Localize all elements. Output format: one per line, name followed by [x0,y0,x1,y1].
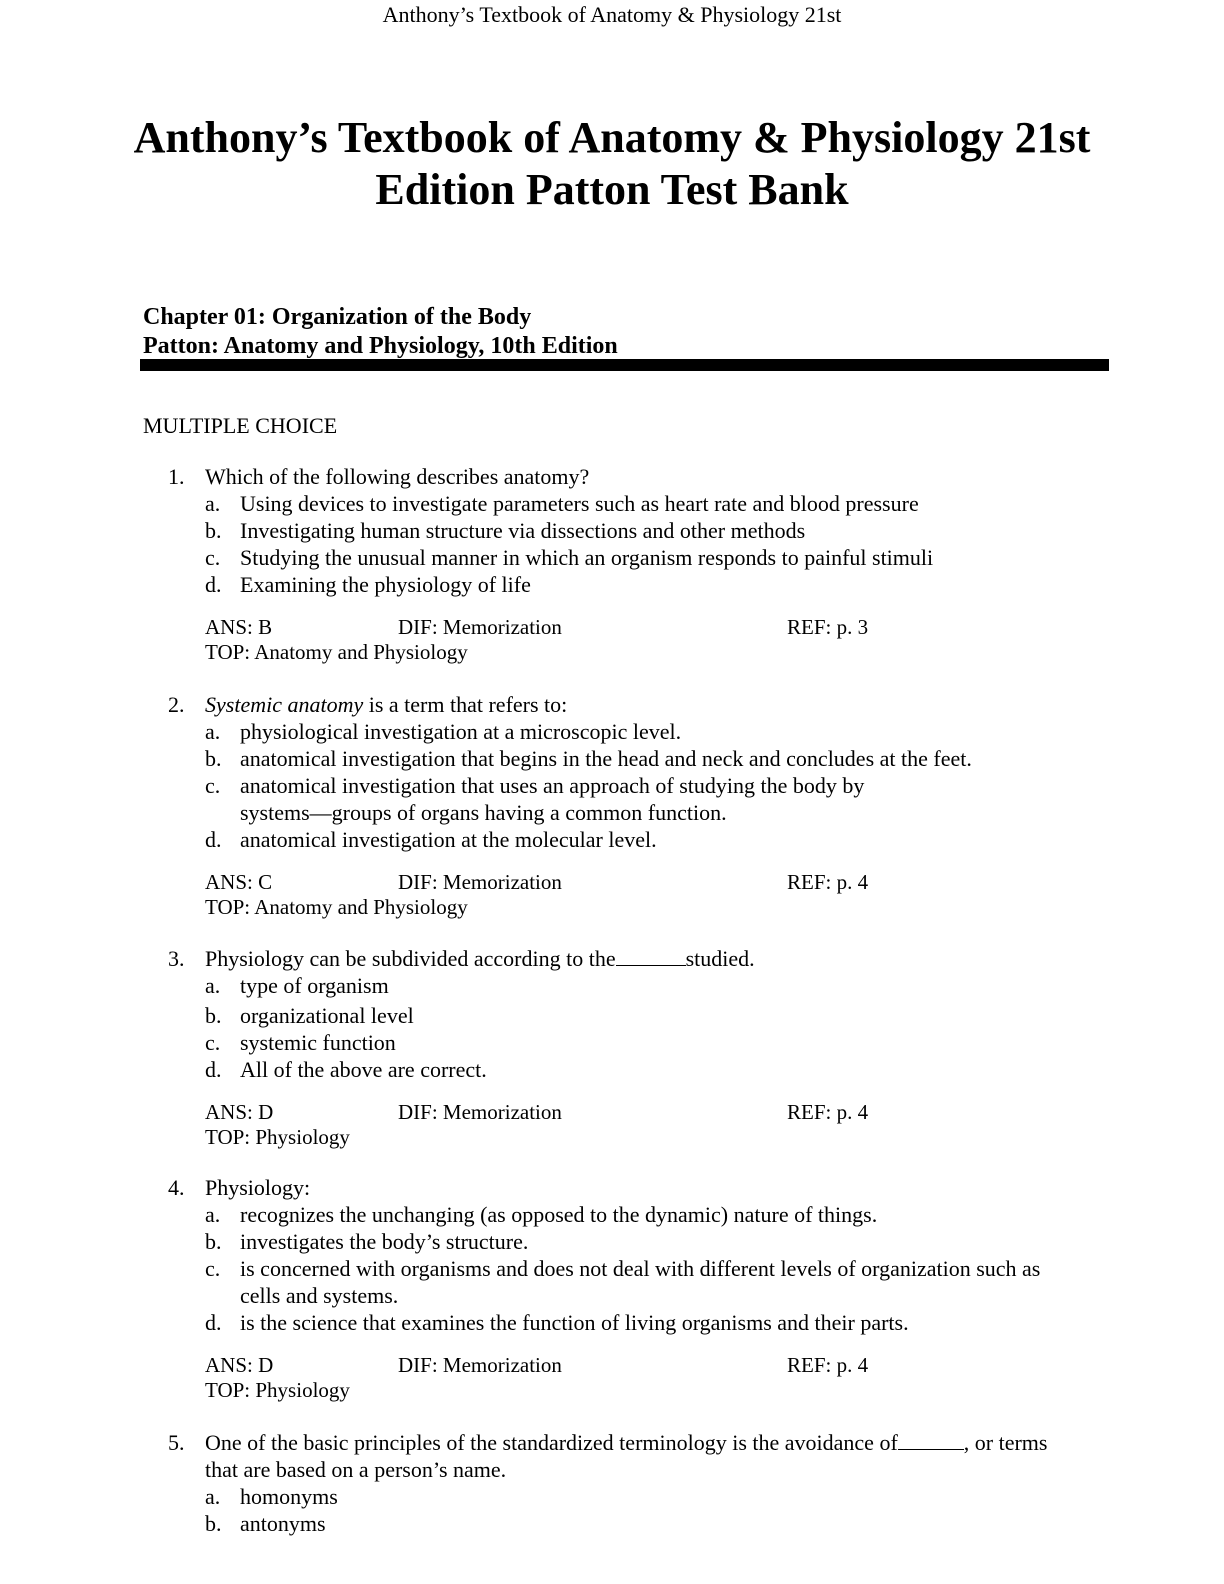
question-text: Which of the following describes anatomy? [205,464,590,489]
topic: TOP: Anatomy and Physiology [205,640,468,664]
option-letter: c. [205,1030,221,1055]
answer-key: ANS: C [205,870,273,894]
option-text: Using devices to investigate parameters such as heart rate and blood pressure [240,491,919,516]
option-letter: c. [205,1256,221,1281]
option-letter: b. [205,1003,222,1028]
topic: TOP: Physiology [205,1378,350,1402]
option-letter: a. [205,1484,221,1509]
answer-metadata [168,1100,1048,1150]
question-stem [168,691,1048,718]
fill-in-blank [898,1431,964,1450]
option-text: antonyms [240,1511,326,1536]
page-reference: REF: p. 4 [787,870,869,894]
document-title [0,112,1224,216]
chapter-heading [143,303,1109,361]
option-text: Examining the physiology of life [240,572,531,597]
question-4 [168,1174,1048,1403]
answer-option [168,826,1048,853]
question-3 [168,945,1048,1150]
topic: TOP: Anatomy and Physiology [205,895,468,919]
difficulty: DIF: Memorization [398,615,562,639]
chapter-divider [140,359,1109,371]
question-stem [168,1174,1048,1201]
answer-options [168,1201,1048,1336]
option-letter: d. [205,1310,222,1335]
option-letter: d. [205,1057,222,1082]
option-text: is concerned with organisms and does not deal with different levels of organization such as cells and systems. [240,1256,1041,1308]
option-letter: d. [205,572,222,597]
answer-metadata [168,870,1048,920]
answer-options [168,1483,1048,1537]
answer-option [168,1029,1048,1056]
option-text: is the science that examines the function of living organisms and their parts. [240,1310,909,1335]
document-title-line-1: Anthony’s Textbook of Anatomy & Physiology 21st [133,113,1091,162]
question-5 [168,1429,1048,1537]
answer-option [168,1255,1048,1309]
running-header: Anthony’s Textbook of Anatomy & Physiology 21st [382,2,842,27]
question-number: 1. [168,464,185,489]
answer-option [168,571,1048,598]
section-heading: MULTIPLE CHOICE [143,413,338,438]
difficulty: DIF: Memorization [398,870,562,894]
answer-option [168,1309,1048,1336]
question-text: Systemic anatomy is a term that refers to: [205,692,568,717]
question-number: 4. [168,1175,185,1200]
option-letter: c. [205,545,221,570]
chapter-title: Chapter 01: Organization of the Body [143,304,532,330]
option-letter: b. [205,1511,222,1536]
document-title-line-2: Edition Patton Test Bank [375,165,849,214]
answer-options [168,718,1048,853]
answer-key: ANS: B [205,615,273,639]
option-letter: a. [205,491,221,516]
option-text: anatomical investigation at the molecular level. [240,827,657,852]
difficulty: DIF: Memorization [398,1100,562,1124]
answer-metadata [168,1353,1048,1403]
topic: TOP: Physiology [205,1125,350,1149]
answer-option [168,517,1048,544]
question-text: One of the basic principles of the standardized terminology is the avoidance of , or terms that are based on a person’s name. [205,1430,1048,1482]
answer-option [168,772,1048,826]
option-text: systemic function [240,1030,396,1055]
option-text: anatomical investigation that uses an approach of studying the body by systems—groups of organs having a common function. [240,773,865,825]
answer-option [168,544,1048,571]
option-text: All of the above are correct. [240,1057,487,1082]
option-text: anatomical investigation that begins in the head and neck and concludes at the feet. [240,746,972,771]
answer-option [168,972,1048,999]
answer-option [168,1228,1048,1255]
question-text: Physiology: [205,1175,311,1200]
question-term: Systemic anatomy [205,692,364,717]
answer-option [168,1002,1048,1029]
question-2 [168,691,1048,920]
option-letter: a. [205,1202,221,1227]
option-letter: b. [205,746,222,771]
page-reference: REF: p. 3 [787,615,869,639]
option-letter: c. [205,773,221,798]
option-text: organizational level [240,1003,414,1028]
option-letter: b. [205,1229,222,1254]
option-letter: a. [205,973,221,998]
answer-option [168,1201,1048,1228]
page-reference: REF: p. 4 [787,1100,869,1124]
answer-key: ANS: D [205,1100,274,1124]
option-text: physiological investigation at a microscopic level. [240,719,682,744]
answer-option [168,745,1048,772]
page-reference: REF: p. 4 [787,1353,869,1377]
question-1 [168,463,1048,665]
answer-option [168,718,1048,745]
answer-option [168,1510,1048,1537]
difficulty: DIF: Memorization [398,1353,562,1377]
question-number: 2. [168,692,185,717]
option-text: Investigating human structure via dissections and other methods [240,518,806,543]
answer-options [168,972,1048,1083]
option-text: type of organism [240,973,389,998]
answer-options [168,490,1048,598]
answer-option [168,490,1048,517]
option-text: Studying the unusual manner in which an organism responds to painful stimuli [240,545,934,570]
fill-in-blank [616,947,686,966]
answer-option [168,1056,1048,1083]
question-stem [168,463,1048,490]
question-stem [168,945,1048,972]
option-letter: d. [205,827,222,852]
option-letter: b. [205,518,222,543]
option-text: investigates the body’s structure. [240,1229,529,1254]
question-number: 5. [168,1430,185,1455]
option-text: homonyms [240,1484,338,1509]
question-number: 3. [168,946,185,971]
chapter-source: Patton: Anatomy and Physiology, 10th Edition [143,333,618,359]
option-text: recognizes the unchanging (as opposed to the dynamic) nature of things. [240,1202,878,1227]
question-text: Physiology can be subdivided according to the studied. [205,946,755,971]
answer-option [168,1483,1048,1510]
option-letter: a. [205,719,221,744]
answer-key: ANS: D [205,1353,274,1377]
question-stem [168,1429,1048,1483]
answer-metadata [168,615,1048,665]
